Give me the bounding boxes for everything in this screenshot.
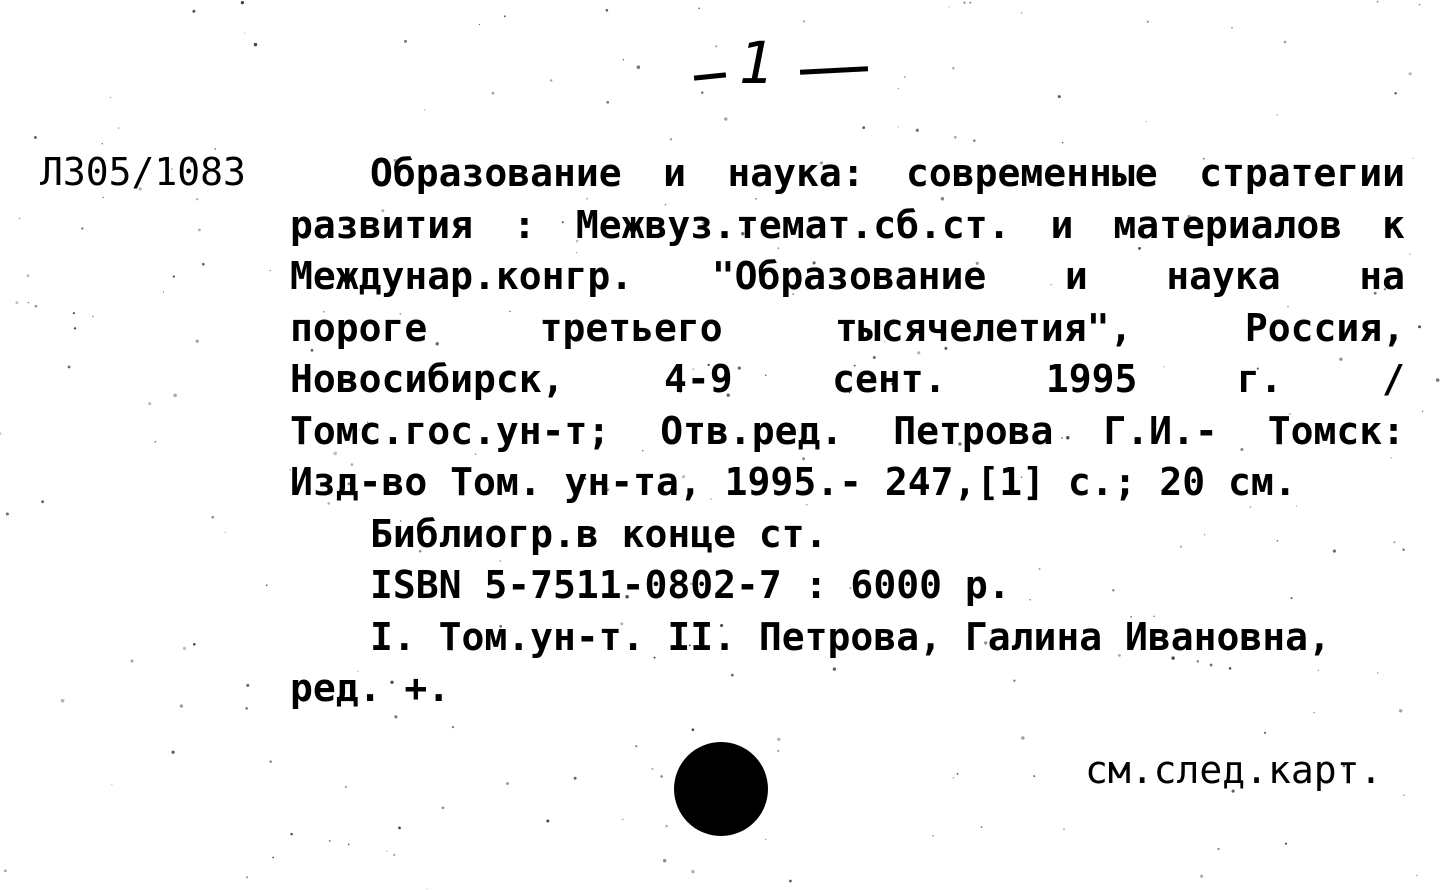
speckle [74,327,76,329]
speckle [92,316,94,318]
speckle [948,6,949,7]
entry-word: Томс.гос.ун-т; [290,408,611,453]
speckle [506,782,509,785]
speckle [1422,411,1423,412]
speckle [225,532,226,533]
speckle [574,777,577,780]
speckle [606,9,609,12]
speckle [131,660,134,663]
speckle [932,835,933,836]
speckle [898,126,899,127]
speckle [0,432,1,434]
speckle [404,40,407,43]
speckle [154,441,156,443]
speckle [15,301,18,304]
speckle [1217,848,1219,850]
speckle [1409,72,1412,75]
speckle [270,270,271,271]
speckle [546,820,549,823]
speckle [969,2,971,4]
speckle [241,1,244,4]
speckle [1058,95,1061,98]
speckle [254,43,257,46]
entry-word: пороге [290,305,428,350]
speckle [163,291,164,292]
entry-line-6 [290,406,1405,458]
speckle [981,826,983,828]
speckle [1033,775,1035,777]
entry-word: материалов [1113,202,1343,247]
entry-word: "Образование [711,254,987,298]
speckle [398,827,401,830]
entry-word: и [663,151,686,195]
speckle [424,109,425,110]
speckle [348,844,350,846]
entry-word: Россия, [1244,305,1405,350]
page-marker-number: 1 [738,29,774,97]
speckle [1377,1,1379,3]
speckle [765,839,766,840]
entry-word: к [1382,202,1405,247]
speckle [442,806,445,809]
speckle [623,59,624,60]
speckle [973,139,976,142]
bibliography-note: Библиогр.в конце ст. [370,511,828,556]
speckle [479,24,480,25]
speckle [606,101,609,104]
speckle [803,20,805,22]
speckle [1436,378,1439,381]
speckle [954,136,957,139]
speckle [246,876,248,878]
speckle [1418,325,1421,328]
entry-line-3 [290,251,1405,303]
entry-word: Новосибирск, [290,357,565,401]
speckle [670,138,672,140]
speckle [426,888,427,889]
speckle [789,880,792,883]
entry-word: 1995 [1045,357,1138,401]
speckle [269,760,271,762]
speckle [4,869,7,872]
tracings: I. Том.ун-т. II. Петрова, Галина Ивановна, [370,614,1331,659]
speckle [665,825,668,828]
speckle [172,751,175,754]
page-marker-dash-right [800,66,868,75]
speckle [110,97,112,99]
continued-note: см.след.карт. [1085,748,1383,792]
entry-line-7: Изд-во Том. ун-та, 1995.- 247,[1] с.; 20 см. [290,460,1297,504]
speckle [953,777,955,779]
speckle [73,312,75,314]
speckle [61,699,65,703]
speckle [1062,142,1064,144]
speckle [1147,21,1149,23]
entry-word: третьего [539,305,723,350]
speckle [1412,157,1414,159]
speckle [491,92,494,95]
speckle [118,127,120,129]
speckle [777,750,779,752]
speckle [1264,732,1266,734]
speckle [68,365,71,368]
speckle [452,726,454,728]
entry-word: Томск: [1267,408,1405,453]
entry-word: Межвуз.темат.сб.ст. [575,202,1011,247]
speckle [1394,92,1396,94]
entry-word: развития [290,202,474,247]
entry-word: тысячелетия", [835,305,1133,350]
speckle [724,117,727,120]
speckle [27,274,30,277]
speckle [862,126,865,129]
speckle [102,197,104,199]
page-marker-dash-left [694,72,726,80]
speckle [196,198,198,200]
speckle [692,728,695,731]
entry-word: 4-9 [663,357,733,401]
speckle [777,738,780,741]
entry-line-2 [290,200,1405,252]
speckle [111,784,112,785]
entry-word: и [1064,254,1088,298]
speckle [1409,253,1410,254]
entry-word: Петрова [893,408,1054,453]
bibliographic-entry [290,148,1405,715]
speckle [1231,27,1232,28]
speckle [6,512,9,515]
speckle [244,33,245,34]
speckle [952,67,954,69]
speckle [34,136,37,139]
speckle [266,584,268,586]
speckle [1200,875,1203,878]
entry-line-4 [290,303,1405,355]
speckle [173,275,175,277]
speckle [904,76,906,78]
entry-word: Междунар.конгр. [290,254,634,298]
speckle [245,707,248,710]
speckle [1021,12,1023,14]
punch-hole [674,742,768,836]
entry-word: наука: [727,151,865,195]
speckle [41,500,44,503]
speckle [180,704,183,707]
entry-word: сент. [832,357,947,401]
speckle [916,129,919,132]
entry-word: наука [1166,254,1281,298]
speckle [1285,843,1287,845]
entry-word: г. [1236,357,1283,401]
speckle [635,745,637,747]
entry-word: на [1359,254,1405,298]
speckle [198,228,201,231]
speckle [173,394,177,398]
entry-word: Образование [370,151,622,195]
speckle [28,302,30,304]
speckle [35,305,38,308]
speckle [148,402,151,405]
entry-word: Отв.ред. [660,408,844,453]
speckle [1063,829,1064,830]
speckle [504,15,506,17]
speckle [622,819,624,821]
speckle [81,227,83,229]
speckle [1277,114,1278,115]
speckle [272,857,274,859]
speckle [957,773,959,775]
speckle [963,2,965,4]
speckle [1284,41,1287,44]
entry-word: современные [906,151,1158,195]
call-number: Л305/1083 [40,150,246,194]
entry-word: / [1382,357,1405,401]
speckle [637,65,641,69]
speckle [193,643,196,646]
speckle [102,143,103,144]
tracings-continued: ред. +. [290,666,451,710]
speckle [1403,794,1405,796]
speckle [651,768,653,770]
speckle [550,79,552,81]
speckle [19,218,21,220]
entry-word: и [1050,202,1074,247]
speckle [183,647,186,650]
speckle [1021,736,1025,740]
entry-word: стратегии [1199,151,1405,195]
entry-line-5 [290,354,1405,406]
speckle [663,859,666,862]
speckle [192,10,195,13]
entry-word: Г.И.- [1103,408,1218,453]
speckle [660,775,663,778]
speckle [211,516,213,518]
speckle [196,340,199,343]
speckle [393,854,395,856]
speckle [202,263,205,266]
speckle [898,88,899,89]
speckle [1146,121,1148,123]
speckle [329,840,331,842]
speckle [691,870,694,873]
speckle [394,715,397,718]
entry-word: : [512,202,536,247]
speckle [698,8,700,10]
isbn-price: ISBN 5-7511-0802-7 : 6000 р. [370,563,1011,607]
entry-line-1 [370,148,1405,200]
speckle [1419,4,1420,5]
speckle [290,833,293,836]
speckle [246,684,249,687]
page-marker [690,28,880,108]
speckle [345,786,347,788]
speckle [1416,875,1418,877]
speckle [386,851,387,852]
